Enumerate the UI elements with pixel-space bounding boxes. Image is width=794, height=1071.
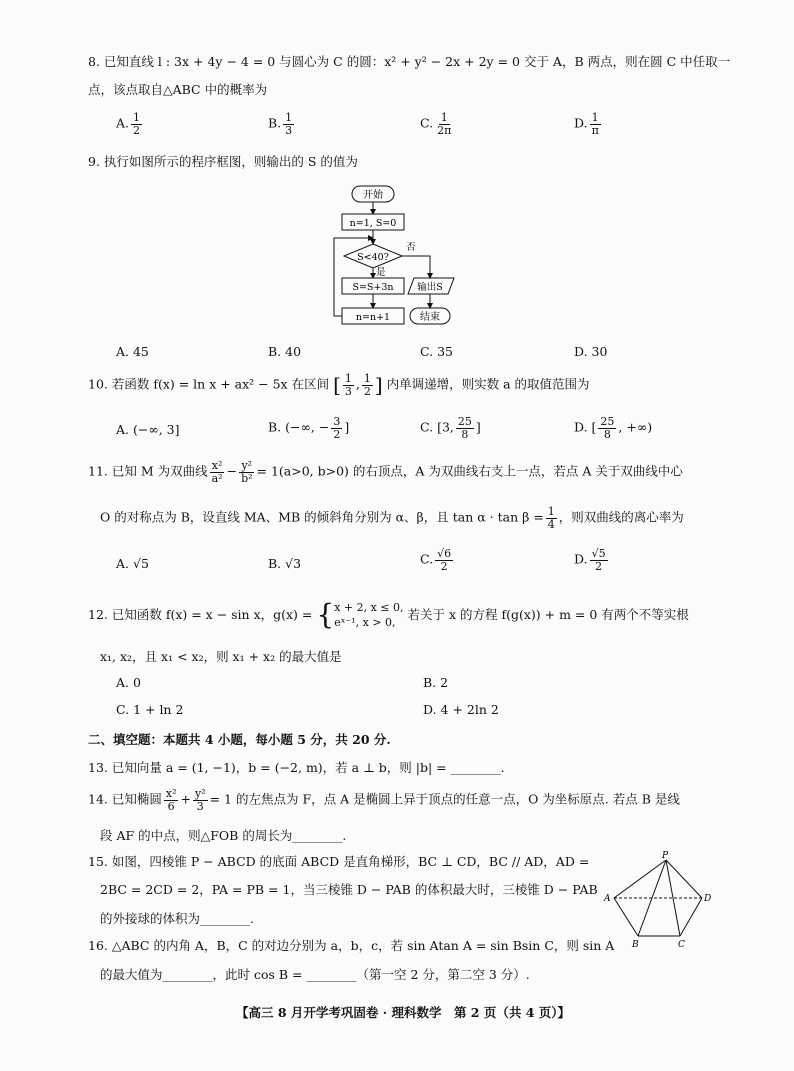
q13-line: 13. 已知向量 a = (1, −1)，b = (−2, m)，若 a ⊥ b，则 |b| = ________. bbox=[88, 760, 505, 775]
q15-line3: 的外接球的体积为________. bbox=[100, 911, 254, 926]
page-footer: 【高三 8 月开学考巩固卷 · 理科数学 第 2 页（共 4 页）】 bbox=[236, 1005, 571, 1020]
q12-option-a: A. 0 bbox=[116, 675, 141, 690]
fig-label-p: P bbox=[662, 851, 669, 861]
fig-label-d: D bbox=[704, 894, 712, 904]
q9-option-b: B. 40 bbox=[268, 344, 302, 359]
q11-option-d: D. $\frac{√5}{2}$ bbox=[574, 547, 606, 573]
q8-option-d: D. $\frac{1}{\pi}$ bbox=[574, 111, 599, 137]
q9-flowchart bbox=[330, 180, 470, 335]
fig-label-c: C bbox=[678, 940, 685, 950]
q11-option-b: B. √3 bbox=[268, 556, 302, 571]
q15-line2: 2BC = 2CD = 2，PA = PB = 1，当三棱锥 D − PAB 的体积最大时，三棱锥 D − PAB bbox=[100, 882, 598, 897]
q8-option-a: A. $\frac{1}{2}$ bbox=[116, 111, 141, 137]
q9-option-d: D. 30 bbox=[574, 344, 608, 359]
q8-option-c: C. $\frac{1}{2\pi}$ bbox=[420, 111, 452, 137]
flow-update-s-text: S=S+3n bbox=[352, 282, 394, 293]
flow-update-n-text: n=n+1 bbox=[355, 312, 391, 323]
q10-option-b: B. (−∞, − $\frac{3}{2}$ ] bbox=[268, 415, 350, 441]
q14-line2: 段 AF 的中点，则△FOB 的周长为________. bbox=[100, 828, 347, 843]
q12-option-d: D. 4 + 2ln 2 bbox=[423, 702, 499, 717]
flow-output-text: 输出S bbox=[417, 282, 443, 293]
q9-line1: 9. 执行如图所示的程序框图，则输出的 S 的值为 bbox=[88, 154, 358, 169]
q15-line1: 15. 如图，四棱锥 P − ABCD 的底面 ABCD 是直角梯形，BC ⊥ CD，BC // AD，AD = bbox=[88, 854, 590, 869]
q8-line2: 点，该点取自△ABC 中的概率为 bbox=[88, 82, 268, 97]
q10-option-d: D. [ $\frac{25}{8}$ , +∞) bbox=[574, 415, 653, 441]
fig-label-a: A bbox=[604, 894, 611, 904]
q12-case-2: eˣ⁻¹, x > 0, bbox=[334, 616, 396, 630]
q11-option-a: A. √5 bbox=[116, 556, 149, 571]
q10-option-a: A. (−∞, 3] bbox=[116, 422, 180, 437]
flow-end-text: 结束 bbox=[420, 312, 440, 323]
q8-option-b: B. $\frac{1}{3}$ bbox=[268, 111, 293, 137]
q8-line1: 8. 已知直线 l : 3x + 4y − 4 = 0 与圆心为 C 的圆：x² + y² − 2x + 2y = 0 交于 A，B 两点，则在圆 C 中任取一 bbox=[88, 54, 731, 69]
q11-line1: 11. 已知 M 为双曲线 $\frac{\text{x²}}{\text{a²}}$ − $\frac{\text{y²}}{\text{b²}}$ = 1(a>0, b>0) 的右顶点，A 为双曲线右支上一点，若点 A 关于双曲线中心 bbox=[88, 459, 683, 485]
q12-option-c: C. 1 + ln 2 bbox=[116, 702, 184, 717]
flow-init-text: n=1, S=0 bbox=[349, 218, 397, 229]
q12-line2: x₁, x₂，且 x₁ < x₂，则 x₁ + x₂ 的最大值是 bbox=[100, 649, 342, 664]
q11-option-c: C. $\frac{√6}{2}$ bbox=[420, 547, 452, 573]
q12-option-b: B. 2 bbox=[423, 675, 449, 690]
flow-yes-label: 是 bbox=[376, 267, 386, 278]
section-fill-in-heading: 二、填空题：本题共 4 小题，每小题 5 分，共 20 分. bbox=[88, 732, 391, 747]
flow-decision-text: S<40? bbox=[357, 252, 389, 263]
q16-line1: 16. △ABC 的内角 A，B，C 的对边分别为 a，b，c，若 sin Atan A = sin Bsin C，则 sin A bbox=[88, 938, 615, 953]
q15-pyramid-figure bbox=[598, 850, 718, 950]
q16-line2: 的最大值为________，此时 cos B = ________（第一空 2 分，第二空 3 分）. bbox=[100, 967, 530, 982]
flow-start-text: 开始 bbox=[363, 190, 383, 201]
flow-no-label: 否 bbox=[406, 242, 416, 253]
fig-label-b: B bbox=[632, 940, 639, 950]
q10-line1: 10. 若函数 f(x) = ln x + ax² − 5x 在区间 [ $\frac{1}{3}$ , $\frac{1}{2}$ ] 内单调递增，则实数 a 的取值范围为 bbox=[88, 372, 590, 398]
q9-option-a: A. 45 bbox=[116, 344, 149, 359]
q10-option-c: C. [3, $\frac{25}{8}$ ] bbox=[420, 415, 481, 441]
q11-line2: O 的对称点为 B，设直线 MA、MB 的倾斜角分别为 α、β，且 tan α · tan β = $\frac{1}{4}$ ，则双曲线的离心率为 bbox=[100, 505, 684, 531]
q14-line1: 14. 已知椭圆 $\frac{\text{x²}}{6}$ + $\frac{\text{y²}}{3}$ = 1 的左焦点为 F，点 A 是椭圆上异于顶点的任意一点，O 为坐标原点. 若点 B 是线 bbox=[88, 787, 680, 813]
q9-option-c: C. 35 bbox=[420, 344, 453, 359]
q12-line1: 12. 已知函数 f(x) = x − sin x，g(x) = { x + 2, x ≤ 0, eˣ⁻¹, x > 0, 若关于 x 的方程 f(g(x)) + m = 0 有两个不等实根 bbox=[88, 598, 689, 632]
q12-case-1: x + 2, x ≤ 0, bbox=[334, 601, 404, 614]
